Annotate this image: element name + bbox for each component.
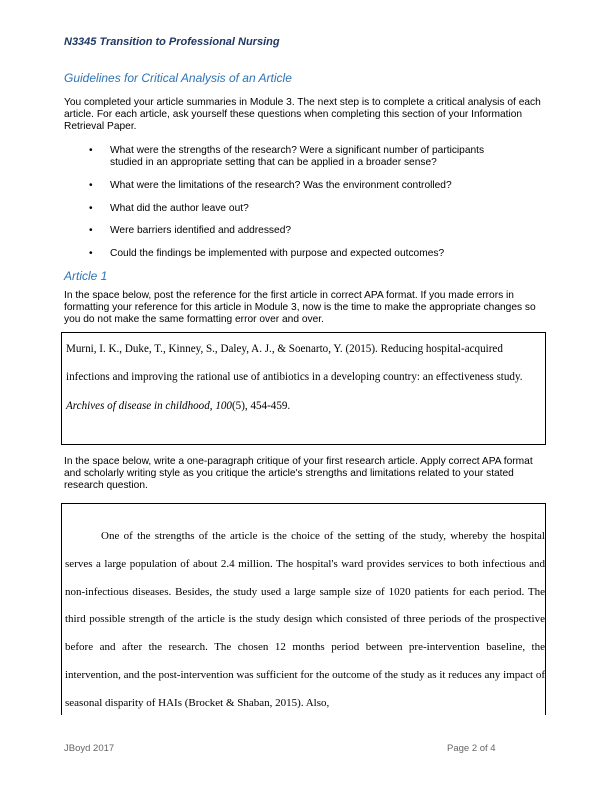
reference-prompt: In the space below, post the reference for the first article in correct APA format. If you made errors in formatting your reference for this article in Module 3, now is the time to make the appropriate changes so you do not make the same formatting error over and over. [64,290,536,326]
question-text: Were barriers identified and addressed? [110,225,292,236]
critique-text: One of the strengths of the article is the choice of the setting of the study, whereby the hospital serves a large population of about 2.4 million. The hospital's ward provides services to both infectious and non-infectious diseases. Besides, the study used a large sample size of 1020 patients for each period. The third possible strength of the article is the study design which consisted of three periods of the prospective before and after the research. The chosen 12 months period between pre-intervention baseline, the intervention, and the post-intervention was sufficient for the outcome of the study as it reduces any impact of seasonal disparity of HAIs (Brocket & Shaban, 2015). Also, [65,530,545,709]
course-title: N3345 Transition to Professional Nursing [64,36,280,48]
question-text: What did the author leave out? [110,203,249,214]
bullet-icon: • [89,145,93,156]
guidelines-heading: Guidelines for Critical Analysis of an Article [64,71,292,85]
guidelines-intro: You completed your article summaries in Module 3. The next step is to complete a critical analysis of each article. For each article, ask yourself these questions when completing this section of your Information Retrieval Paper. [64,97,541,133]
question-text: What were the strengths of the research? Were a significant number of participants studied in an appropriate setting that can be applied in a broader sense? [110,145,485,169]
bullet-icon: • [89,248,93,259]
bullet-icon: • [89,225,93,236]
question-text: What were the limitations of the research? Was the environment controlled? [110,180,452,191]
reference-text: Murni, I. K., Duke, T., Kinney, S., Daley, A. J., & Soenarto, Y. (2015). Reducing hospital-acquired infections and improving the rational use of antibiotics in a developing country: an effectiveness study. Archives of disease in childhood, 100(5), 454-459. [66,343,523,412]
page-number: Page 2 of 4 [447,743,496,754]
critique-prompt: In the space below, write a one-paragraph critique of your first research article. Apply correct APA format and scholarly writing style as you critique the article's strengths and limitations related to your stated research question. [64,456,533,492]
question-text: Could the findings be implemented with purpose and expected outcomes? [110,248,445,259]
article-heading: Article 1 [64,269,108,283]
footer-author: JBoyd 2017 [64,743,115,754]
bullet-icon: • [89,180,93,191]
critique-box[interactable] [61,503,546,715]
bullet-icon: • [89,203,93,214]
reference-box[interactable] [61,332,546,445]
